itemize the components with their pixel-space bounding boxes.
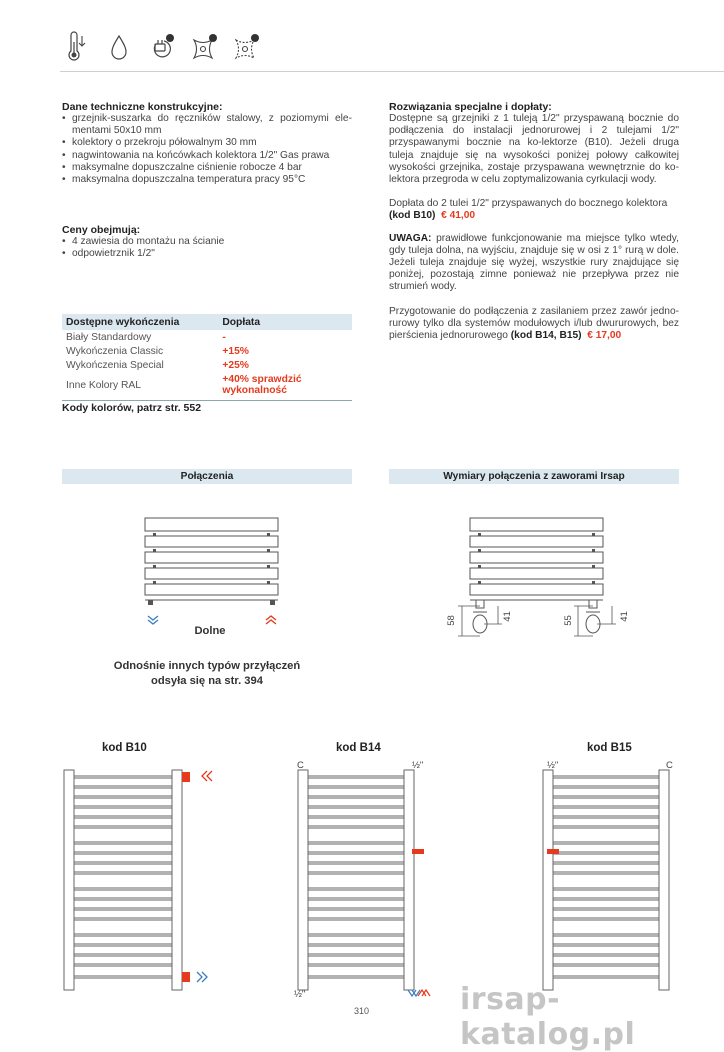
dimension-label: 58: [445, 615, 457, 626]
dimension-label: 41: [618, 611, 630, 622]
tech-heading: Dane techniczne konstrukcyjne:: [62, 101, 223, 113]
connections-note: [62, 659, 352, 689]
dimension-label: 41: [501, 611, 513, 622]
connection-size-label: ½": [412, 760, 424, 771]
prices-heading: Ceny obejmują:: [62, 224, 141, 236]
code-label-b10: kod B10: [102, 742, 147, 754]
list-item: • odpowietrznik 1/2": [62, 248, 352, 260]
table-header: Dostępne wykończenia: [62, 314, 218, 330]
list-item: • maksymalna dopuszczalna temperatura pracy 95°C: [62, 174, 352, 186]
connections-note-line: Odnośnie innych typów przyłączeń: [113, 660, 301, 672]
page-number: 310: [354, 1006, 370, 1016]
table-cell: -: [222, 331, 226, 343]
table-cell: Wykończenia Classic: [66, 345, 164, 357]
watermark-brand: irsap-katalog.pl: [460, 982, 636, 1052]
radiator-front-view: [140, 512, 285, 622]
radiator-dimensions-view: [440, 512, 640, 642]
red-arrow-up-icon: [264, 614, 278, 626]
table-cell: +40% sprawdzić wykonalność: [222, 374, 302, 396]
warning-text: prawidłowe funkcjonowanie ma miejsce tylko wtedy, gdy tuleja dolna, na wyjściu, znajduje się w osi z 1° rurą w dole. Jeżeli tuleja znajduje się wyżej, wszystkie rury znajdujące się poniżej, pozostają zimne ponieważ nie przepływa przez nie strumień wody.: [389, 232, 679, 293]
prices-section: [62, 224, 352, 260]
finishes-table: [62, 314, 352, 398]
warning-label: UWAGA:: [389, 232, 432, 244]
thermometer-down-icon: [62, 30, 92, 64]
fan-heater-alt-icon: [230, 30, 260, 64]
tech-section: [62, 101, 352, 186]
connections-bar: Połączenia: [62, 469, 352, 484]
table-cell: +15%: [222, 345, 249, 357]
top-divider: [60, 71, 724, 72]
connections-note-line: odsyła się na str. 394: [151, 675, 263, 687]
connection-size-label: ½": [547, 760, 559, 771]
water-drop-icon: [104, 30, 134, 64]
radiator-b15-diagram: [535, 760, 685, 1000]
table-row: [62, 358, 352, 372]
surcharge-paragraph: [389, 198, 679, 222]
cold-side-label: C: [297, 760, 304, 771]
radiator-b10-diagram: [60, 764, 220, 996]
list-item: • maksymalne dopuszczalne ciśnienie robocze 4 bar: [62, 162, 352, 174]
finishes-section: [62, 314, 352, 414]
cold-side-label: C: [666, 760, 673, 771]
prices-list: [62, 236, 352, 260]
table-cell: Biały Standardowy: [66, 331, 152, 343]
special-section: [389, 101, 679, 342]
feature-icons-row: [62, 30, 260, 64]
surcharge-price: € 41,00: [441, 210, 476, 222]
valve-paragraph: [389, 306, 679, 343]
valve-price: € 17,00: [587, 330, 622, 342]
table-cell: Wykończenia Special: [66, 359, 164, 371]
surcharge-text: Dopłata do 2 tulei 1/2" przyspawanych do bocznego kolektora: [389, 198, 668, 210]
warning-paragraph: [389, 233, 679, 294]
dimensions-bar: Wymiary połączenia z zaworami Irsap: [389, 469, 679, 484]
table-row: [62, 372, 352, 398]
plug-icon: [146, 30, 176, 64]
valve-code: (kod B14, B15): [510, 330, 582, 342]
special-paragraph: Dostępne są grzejniki z 1 tuleją 1/2" przyspawaną bocznie do podłączenia do instalacji jednorurowej i 2 tulejami 1/2" przyspawanymi bocznie na ko-lektorze (B10). Jeżeli druga tuleja znajduje się na wysokości poniżej połowy całkowitej wysokości grzejnika, zostaje przyspawana wewnętrznie do ko-lektora przegroda w celu zoptymalizowania cyrkulacji wody.: [389, 113, 679, 186]
tech-list: [62, 113, 352, 186]
list-item: • kolektory o przekroju półowalnym 30 mm: [62, 137, 352, 149]
table-row: [62, 344, 352, 358]
dimension-label: 55: [562, 615, 574, 626]
radiator-b14-diagram: [290, 760, 440, 1000]
special-heading: Rozwiązania specjalne i dopłaty:: [389, 101, 552, 113]
fan-heater-icon: [188, 30, 218, 64]
code-label-b14: kod B14: [336, 742, 381, 754]
list-item: • 4 zawiesia do montażu na ścianie: [62, 236, 352, 248]
list-item: • nagwintowania na końcówkach kolektora 1/2" Gas prawa: [62, 150, 352, 162]
table-cell: +25%: [222, 359, 249, 371]
table-header-row: [62, 314, 352, 330]
blue-arrow-down-icon: [146, 614, 160, 626]
code-label-b15: kod B15: [587, 742, 632, 754]
table-header: Dopłata: [218, 314, 352, 330]
list-item: • grzejnik-suszarka do ręczników stalowy, z poziomymi ele-mentami 50x10 mm: [62, 113, 352, 137]
connection-size-label: ½": [294, 989, 306, 1000]
table-row: [62, 330, 352, 344]
surcharge-code: (kod B10): [389, 210, 436, 222]
bottom-connection-label: Dolne: [194, 625, 226, 637]
finishes-footer: Kody kolorów, patrz str. 552: [62, 400, 352, 414]
valve-text: Przygotowanie do podłączenia z zasilaniem przez zawór jedno-rurowy tylko dla systemów modułowych i/lub dwururowych, bez pierścienia jednorurowego: [389, 305, 679, 342]
table-cell: Inne Kolory RAL: [66, 379, 141, 391]
